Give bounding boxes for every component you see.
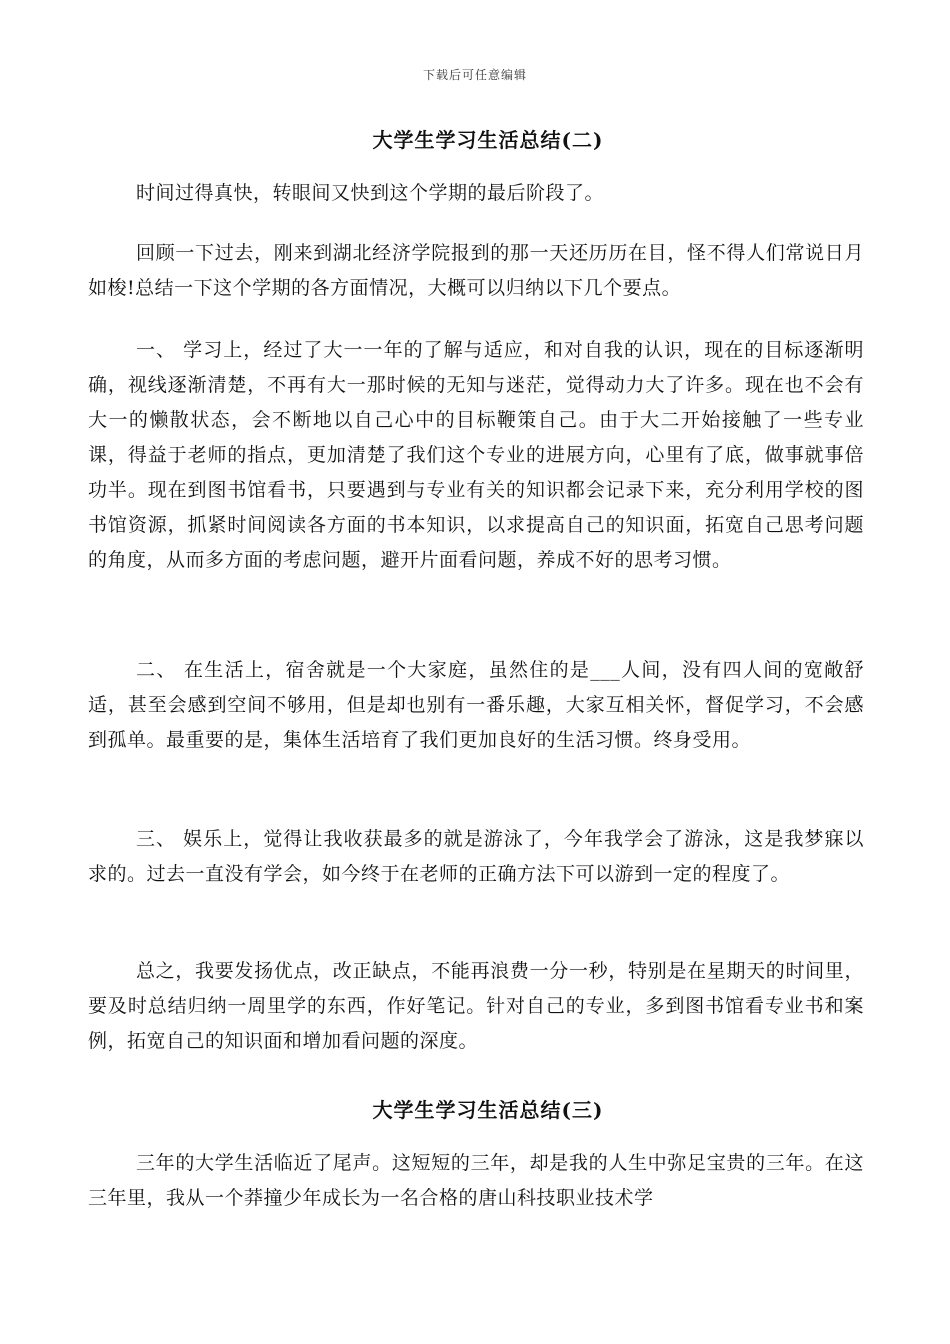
paragraph: 二、 在生活上，宿舍就是一个大家庭，虽然住的是___人间，没有四人间的宽敞舒适，甚至会感到空间不够用，但是却也别有一番乐趣，大家互相关怀，督促学习，不会感到孤单。最重要的是，集体生活培育了我们更加良好的生活习惯。终身受用。 (88, 659, 864, 751)
section-title-2: 大学生学习生活总结(二) (372, 128, 604, 152)
paragraph: 时间过得真快，转眼间又快到这个学期的最后阶段了。 (136, 182, 605, 204)
paragraph: 三、 娱乐上，觉得让我收获最多的就是游泳了，今年我学会了游泳，这是我梦寐以求的。过去一直没有学会，如今终于在老师的正确方法下可以游到一定的程度了。 (88, 828, 864, 885)
paragraph: 总之，我要发扬优点，改正缺点，不能再浪费一分一秒，特别是在星期天的时间里，要及时总结归纳一周里学的东西，作好笔记。针对自己的专业，多到图书馆看专业书和案例，拓宽自己的知识面和增加看问题的深度。 (88, 960, 864, 1052)
paragraph: 一、 学习上，经过了大一一年的了解与适应，和对自我的认识，现在的目标逐渐明确，视线逐渐清楚，不再有大一那时候的无知与迷茫，觉得动力大了许多。现在也不会有大一的懒散状态，会不断地以自己心中的目标鞭策自己。由于大二开始接触了一些专业课，得益于老师的指点，更加清楚了我们这个专业的进展方向，心里有了底，做事就事倍功半。现在到图书馆看书，只要遇到与专业有关的知识都会记录下来，充分利用学校的图书馆资源，抓紧时间阅读各方面的书本知识，以求提高自己的知识面，拓宽自己思考问题的角度，从而多方面的考虑问题，避开片面看问题，养成不好的思考习惯。 (88, 339, 864, 571)
paragraph: 三年的大学生活临近了尾声。这短短的三年，却是我的人生中弥足宝贵的三年。在这三年里，我从一个莽撞少年成长为一名合格的唐山科技职业技术学 (88, 1152, 864, 1209)
header-note: 下载后可任意编辑 (422, 68, 527, 82)
section-title-3: 大学生学习生活总结(三) (372, 1098, 604, 1122)
paragraph: 回顾一下过去，刚来到湖北经济学院报到的那一天还历历在目，怪不得人们常说日月如梭!总结一下这个学期的各方面情况，大概可以归纳以下几个要点。 (88, 242, 864, 299)
